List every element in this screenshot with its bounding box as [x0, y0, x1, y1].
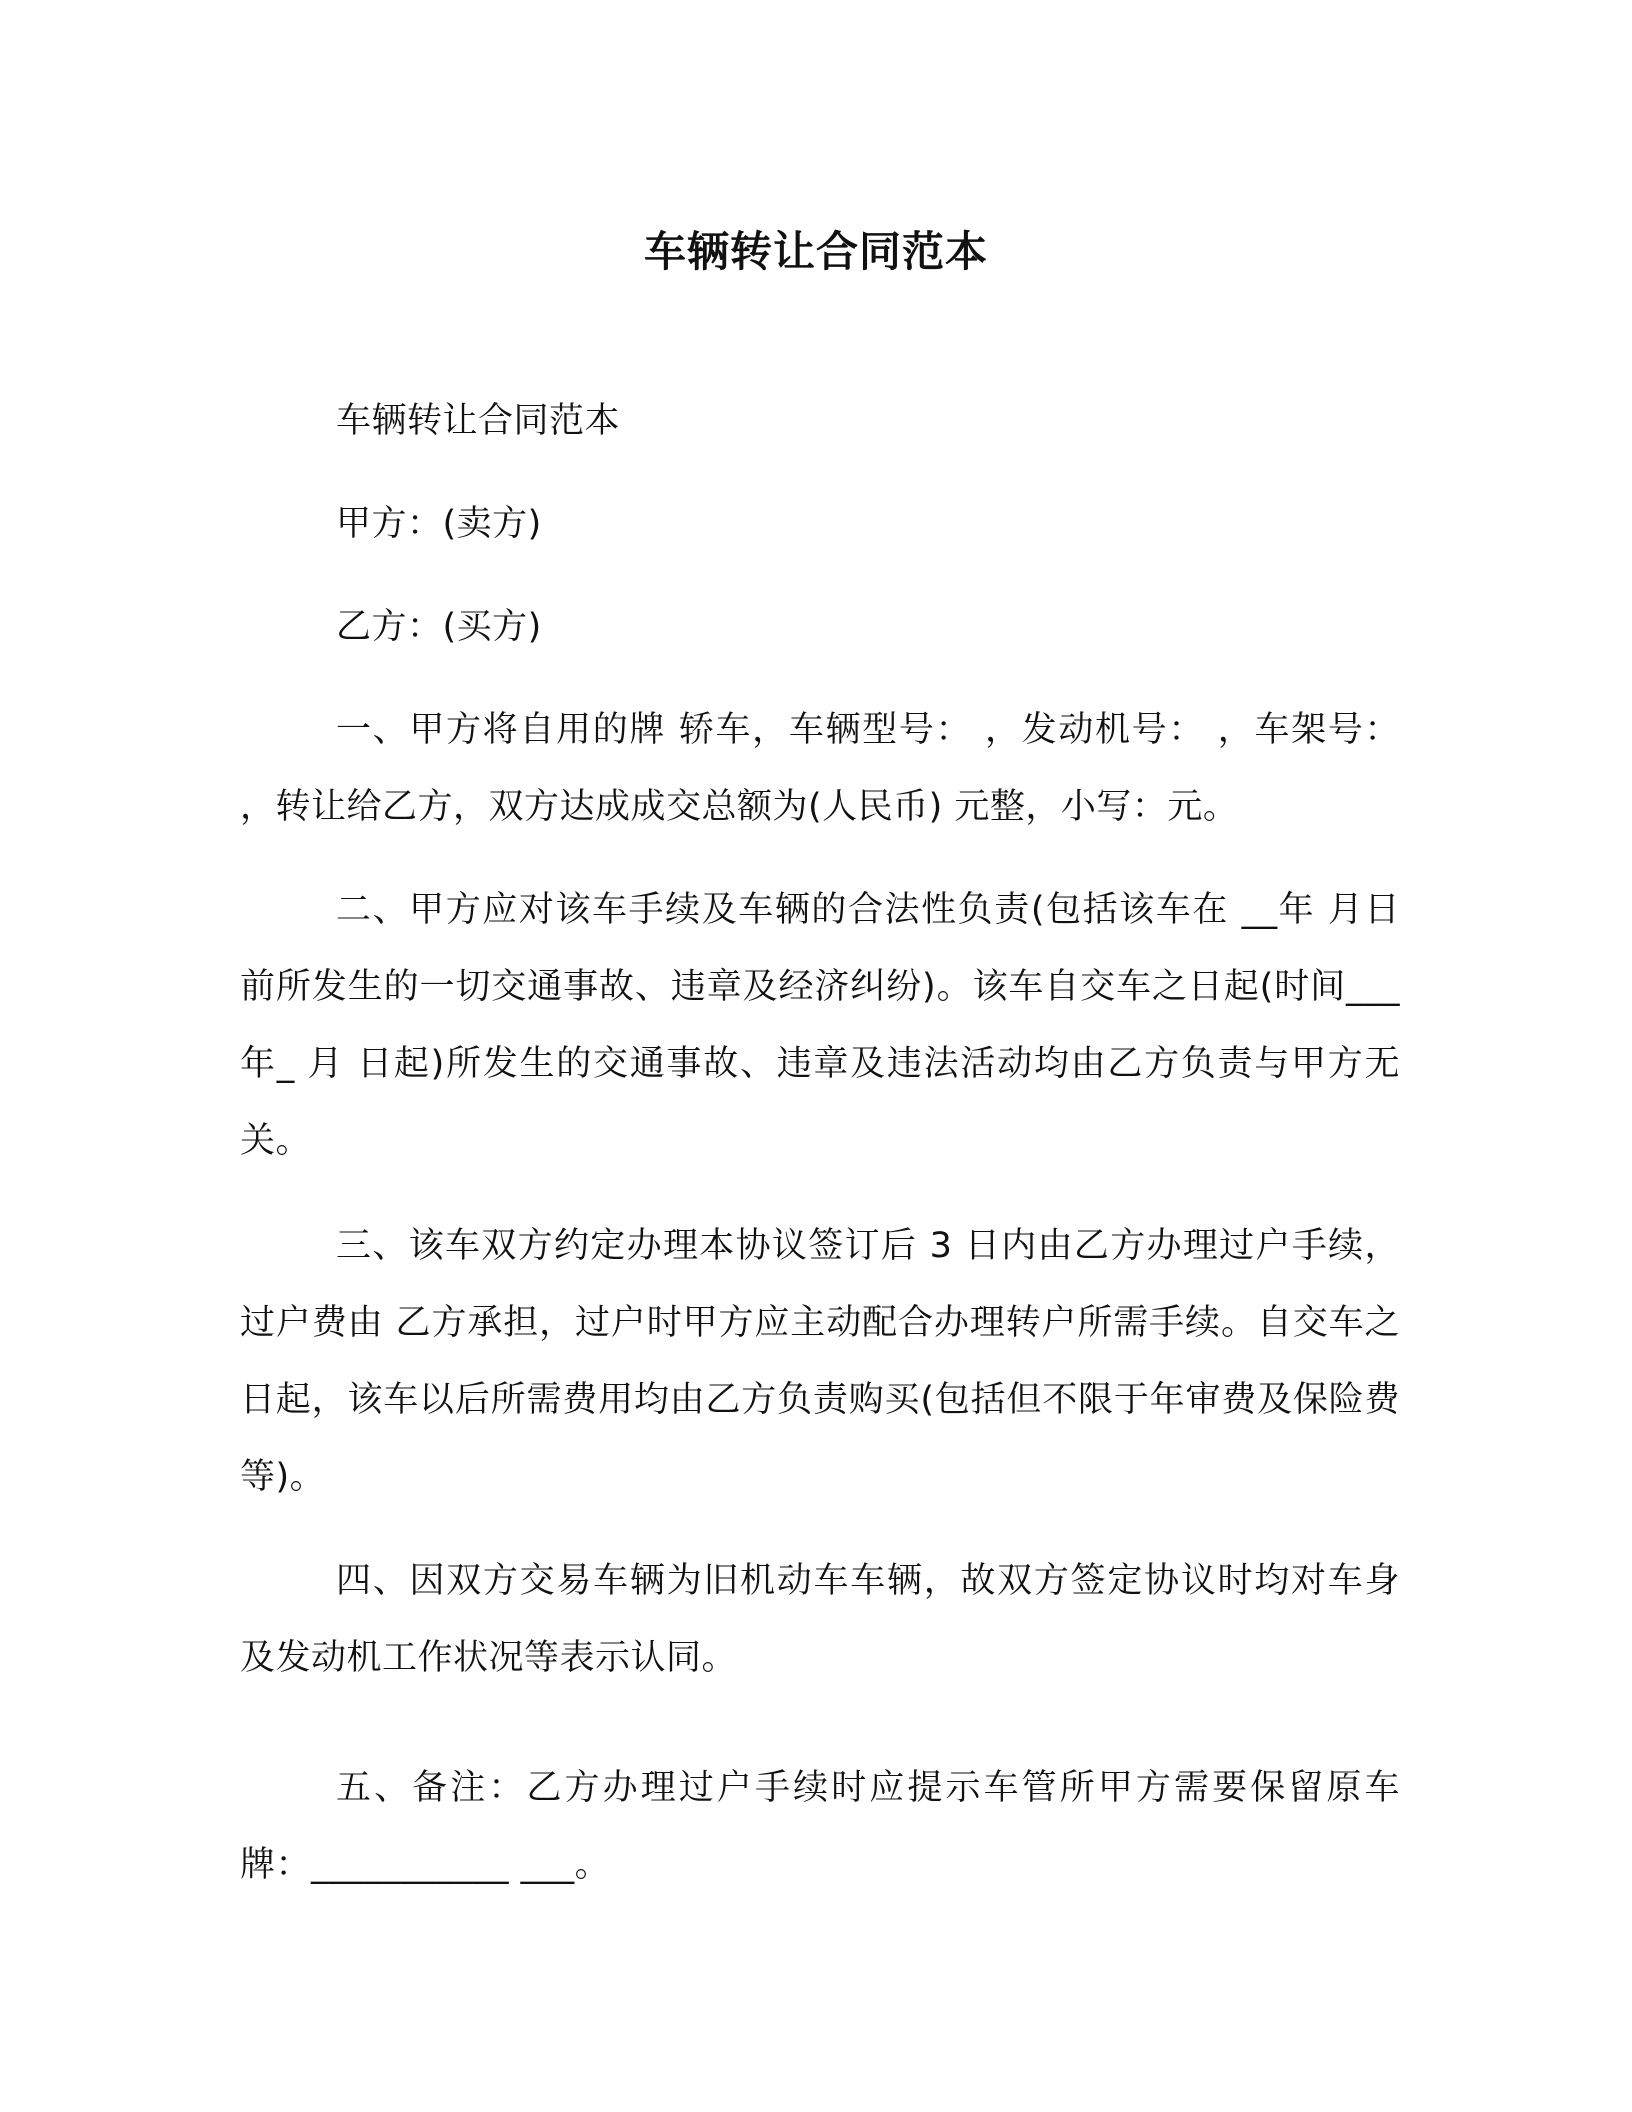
clause-2: 二、甲方应对该车手续及车辆的合法性负责(包括该车在 __年 月日前所发生的一切交通事故、违章及经济纠纷)。该车自交车之日起(时间___ 年_ 月 日起)所发生的交通事故、违章及违法活动均由乙方负责与甲方无关。 [240, 890, 1400, 1161]
paragraph-party-a: 甲方：(卖方) [336, 504, 542, 544]
clause-4: 四、因双方交易车辆为旧机动车车辆，故双方签定协议时均对车身及发动机工作状况等表示认同。 [240, 1561, 1400, 1678]
paragraph-heading: 车辆转让合同范本 [336, 401, 621, 441]
clause-3: 三、该车双方约定办理本协议签订后 3 日内由乙方办理过户手续，过户费由 乙方承担，过户时甲方应主动配合办理转户所需手续。自交车之日起，该车以后所需费用均由乙方负责购买(包括但不限于年审费及保险费等)。 [240, 1226, 1400, 1497]
clause-5: 五、备注：乙方办理过户手续时应提示车管所甲方需要保留原车牌：___________ ___。 [240, 1768, 1400, 1885]
clause-1: 一、甲方将自用的牌 轿车，车辆型号： ，发动机号： ，车架号： ，转让给乙方，双方达成成交总额为(人民币) 元整，小写：元。 [240, 710, 1400, 827]
paragraph-party-b: 乙方：(买方) [336, 607, 542, 647]
document-title: 车辆转让合同范本 [643, 227, 988, 276]
